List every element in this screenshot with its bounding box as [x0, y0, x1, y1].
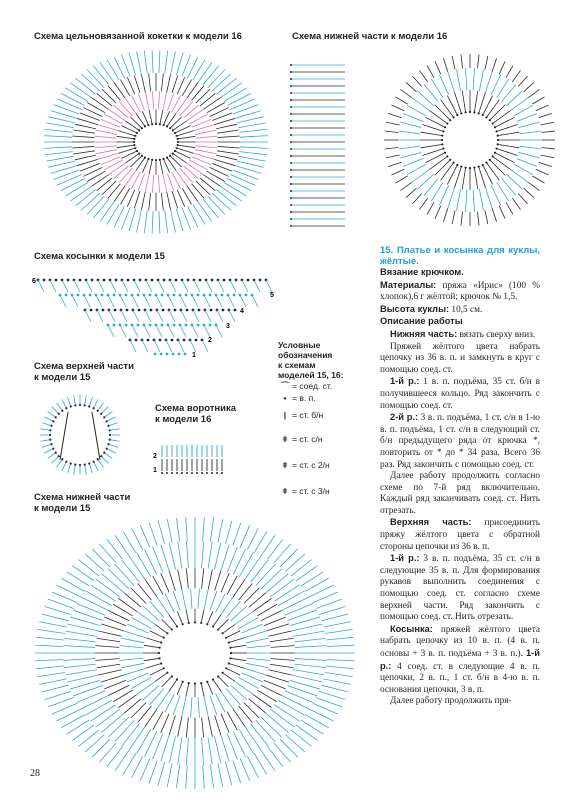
row-number-4: 4: [240, 308, 244, 315]
bottom-15-diagram: [30, 515, 360, 790]
row-number-5: 5: [270, 292, 274, 299]
legend-item: ǂ = ст. с 2/н: [278, 452, 374, 478]
bottom-16-diagram: [285, 45, 555, 245]
legend-item: ǂ = ст. с/н: [278, 426, 374, 452]
page-number: 28: [30, 768, 40, 779]
collar-row-1: 1: [153, 467, 157, 474]
double-treble-symbol-icon: ǂ: [282, 486, 288, 496]
collar-row-2: 2: [153, 453, 157, 460]
legend-item: | = ст. б/н: [278, 404, 374, 426]
caption-collar-16: Схема воротника к модели 16: [155, 403, 237, 425]
double-crochet-symbol-icon: ǂ: [282, 434, 288, 444]
chain-join-symbol-icon: ⌒: [280, 381, 290, 391]
article-text: 15. Платье и косынка для куклы, жёлтые. Вязание крючком. Материалы: пряжа «Ирис» (100 % хлопок),6 г жёлтой; крючок № 1,5. Высота куклы: 10,5 см. Описание работы Нижняя часть: вязать сверху вниз. Пряжей жёлтого цвета набрать цепочку из 36 в. п. и замкнуть в круг с помощью соед. ст. 1-й р.: 1 в. п. подъёма, 35 ст. б/н в получившееся кольцо. Ряд закончить с помощью соед. ст. 2-й р.: 3 в. п. подъёма, 1 ст. с/н в 1-ю в. п. подъёма, 1 ст. с/н в следующий ст. б/н предыдущего ряда от крючка *, повторить от * до * 34 раза. Всего 36 раз. Ряд закончить с помощью соед. ст. Далее работу продолжить согласно схеме по 7-й ряд включительно. Каждый ряд заканчивать соед. ст. Нить отрезать. Верхняя часть: присоединить пряжу жёлтого цвета с обратной стороны цепочки из 36 в. п. 1-й р.: 3 в. п. подъёма, 35 ст. с/н в следующие 35 в. п. Для формирования рукавов выполнить соединения с помощью соед. ст. согласно схеме верхней части. Ряд закончить с помощью соед. ст. Нить отрезать. Косынка: пряжей жёлтого цвета набрать цепочку из 10 в. п. (4 в. п. основы + 3 в. п. подъёма + 3 в. п.). 1-й р.: 4 соед. ст. в следующие 4 в. п. цепочки, 2 в. п., 1 ст. б/н в 4-ю в. п. основания цепочки, 3 в. п. Далее работу продолжить пря-: [380, 245, 541, 707]
caption-top-15: Схема верхней части к модели 15: [34, 361, 134, 383]
legend: [278, 340, 374, 504]
yoke-16-diagram: [38, 45, 278, 240]
row-number-1: 1: [192, 352, 196, 359]
top-15-diagram: [30, 390, 145, 485]
row-number-2: 2: [208, 337, 212, 344]
legend-title: Условные обозначения к схемам моделей 15, 16:: [278, 340, 344, 380]
collar-16-diagram: [150, 425, 230, 480]
caption-bottom-15: Схема нижней части к модели 15: [34, 492, 131, 514]
single-crochet-symbol-icon: |: [283, 410, 287, 420]
legend-item: ǂ = ст. с 3/н: [278, 478, 374, 504]
treble-crochet-symbol-icon: ǂ: [282, 460, 288, 470]
chain-stitch-symbol-icon: •: [283, 393, 287, 403]
legend-item: ⌒ = соед. ст.: [278, 380, 374, 392]
row-number-3: 3: [226, 323, 230, 330]
caption-bottom-16: Схема нижней части к модели 16: [292, 31, 448, 42]
legend-item: • = в. п.: [278, 392, 374, 404]
caption-yoke-16: Схема цельновязанной кокетки к модели 16: [34, 31, 242, 42]
kerchief-15-diagram: [30, 262, 300, 367]
caption-kerchief-15: Схема косынки к модели 15: [34, 251, 165, 262]
row-number-6: 6: [32, 278, 36, 285]
article-heading: 15. Платье и косынка для куклы, жёлтые.: [380, 245, 540, 267]
